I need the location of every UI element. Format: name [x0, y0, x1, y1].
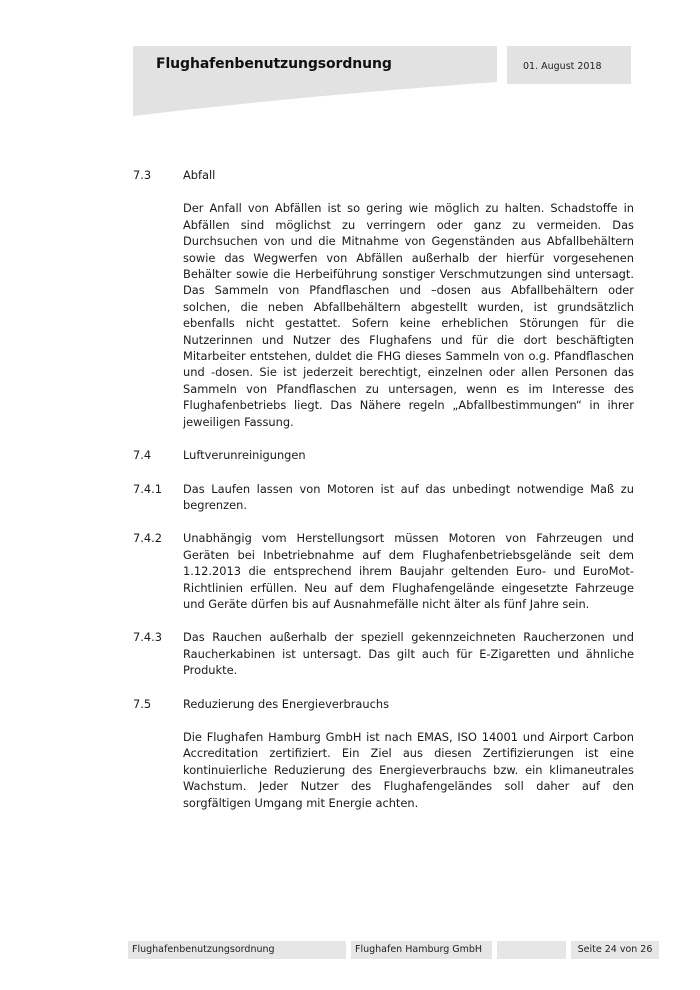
- section-heading: Luftverunreinigungen: [183, 448, 306, 463]
- footer-empty-cell: [497, 941, 566, 959]
- document-date: 01. August 2018: [523, 61, 602, 72]
- section-7-4-heading: [133, 447, 634, 463]
- section-7-4-1: [133, 481, 634, 514]
- section-heading: Abfall: [183, 168, 216, 182]
- footer-page-number: Seite 24 von 26: [571, 941, 659, 959]
- footer-company: Flughafen Hamburg GmbH: [351, 941, 492, 959]
- footer-document-name: Flughafenbenutzungsordnung: [128, 941, 346, 959]
- section-heading: Reduzierung des Energieverbrauchs: [183, 696, 390, 711]
- section-7-3-heading: [133, 167, 634, 183]
- document-title: Flughafenbenutzungsordnung: [156, 56, 392, 72]
- section-text: Das Laufen lassen von Motoren ist auf das unbedingt notwendige Maß zu begrenzen.: [183, 481, 634, 512]
- section-7-5-heading: [133, 696, 634, 712]
- section-number: 7.5: [133, 696, 152, 711]
- section-7-4-2: [133, 530, 634, 612]
- section-7-3-paragraph: Der Anfall von Abfällen ist so gering wie möglich zu halten. Schadstoffe in Abfällen sind möglichst zu verringern oder ganz zu vermeiden. Das Durchsuchen von und die Mitnahme von Gegenständen aus Abfallbehältern sowie das Wegwerfen von Abfällen außerhalb der hierfür vorgesehenen Behälter sowie die Herbeiführung sonstiger Verschmutzungen sind untersagt. Das Sammeln von Pfandflaschen und –dosen aus Abfallbehältern oder solchen, die neben Abfallbehältern abgestellt wurden, ist grundsätzlich ebenfalls nicht gestattet. Sofern keine erheblichen Störungen für die Nutzerinnen und Nutzer des Flughafens und für die dort beschäftigten Mitarbeiter entstehen, duldet die FHG dieses Sammeln von o.g. Pfandflaschen und -dosen. Sie ist jederzeit berechtigt, einzelnen oder allen Personen das Sammeln von Pfandflaschen zu untersagen, wenn es im Interesse des Flughafenbetriebs liegt. Das Nähere regeln „Abfallbestimmungen“ in ihrer jeweiligen Fassung.: [183, 201, 634, 429]
- section-number: 7.4.1: [133, 481, 162, 496]
- page-footer: [128, 941, 659, 959]
- section-7-5-paragraph: Die Flughafen Hamburg GmbH ist nach EMAS, ISO 14001 und Airport Carbon Accreditation zertifiziert. Ein Ziel aus diesen Zertifizierungen ist eine kontinuierliche Reduzierung des Energieverbrauchs bzw. ein klimaneutrales Wachstum. Jeder Nutzer des Flughafengeländes soll daher auf den sorgfältigen Umgang mit Energie achten.: [183, 729, 634, 810]
- section-number: 7.3: [133, 168, 152, 182]
- section-7-4-3: [133, 629, 634, 678]
- section-text: Das Rauchen außerhalb der speziell gekennzeichneten Raucherzonen und Raucherkabinen ist untersagt. Das gilt auch für E-Zigaretten und ähnliche Produkte.: [183, 630, 634, 678]
- document-body: [133, 167, 634, 828]
- section-number: 7.4: [133, 448, 152, 463]
- section-number: 7.4.3: [133, 630, 162, 645]
- section-text: Unabhängig vom Herstellungsort müssen Motoren von Fahrzeugen und Geräten bei Inbetriebnahme auf dem Flughafenbetriebsgelände seit dem 1.12.2013 die entsprechend ihrem Baujahr geltenden Euro- und EuroMot-Richtlinien erfüllen. Neu auf dem Flughafengelände eingesetzte Fahrzeuge und Geräte dürfen bis auf Ausnahmefälle nicht älter als fünf Jahre sein.: [183, 531, 634, 611]
- section-number: 7.4.2: [133, 531, 162, 546]
